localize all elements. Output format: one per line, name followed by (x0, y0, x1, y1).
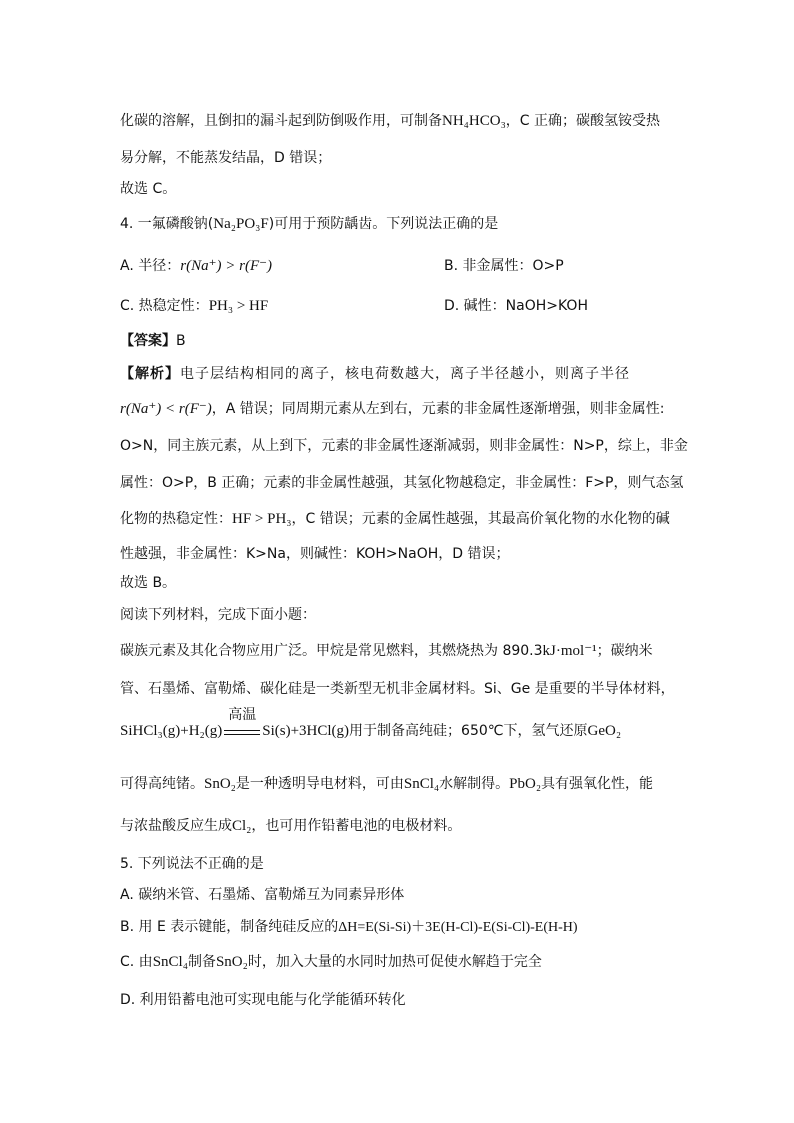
formula: PH₃ > HF (208, 298, 269, 314)
option-label: A. 半径： (120, 258, 181, 274)
equals-sign-icon (224, 730, 260, 735)
formula: r(Na⁺) > r(F⁻) (180, 258, 273, 274)
formula: GeO₂ (587, 723, 622, 739)
analysis-tag: 【解析】 (120, 366, 180, 382)
question-5-stem: 5. 下列说法不正确的是 (120, 856, 264, 872)
formula: SnCl₄ (152, 954, 188, 970)
text-segment: 用于制备高纯硅；650℃下，氢气还原 (349, 723, 588, 739)
option-b: B. 非金属性：O>P (444, 258, 564, 274)
answer-value: B (176, 333, 186, 349)
analysis-line: 属性：O>P，B 正确；元素的非金属性越强，其氢化物越稳定，非金属性：F>P，则气态氢 (120, 475, 684, 491)
text-segment: ，C 错误；元素的金属性越强，其最高价氧化物的水化物的碱 (291, 511, 670, 527)
formula: Na₂PO₃F (213, 216, 269, 232)
text-segment: 4. 一氟磷酸钠( (120, 216, 214, 232)
option-d: D. 碱性：NaOH>KOH (444, 298, 588, 314)
text-segment: 时，加入大量的水同时加热可促使水解趋于完全 (247, 954, 542, 970)
analysis-line: 性越强，非金属性：K>Na，则碱性：KOH>NaOH，D 错误； (120, 546, 510, 562)
reaction-condition: 高温 (228, 707, 257, 723)
option-a: A. 碳纳米管、石墨烯、富勒烯互为同素异形体 (120, 887, 405, 903)
text-segment: 电子层结构相同的离子，核电荷数越大，离子半径越小，则离子半径 (180, 366, 630, 382)
reaction-arrow (224, 707, 260, 740)
option-c (120, 295, 268, 315)
formula: Cl₂ (232, 818, 252, 834)
material-line (120, 640, 653, 660)
formula: PbO₂ (509, 776, 542, 792)
text-segment: 可得高纯锗。 (120, 776, 204, 792)
formula: ΔH=E(Si-Si)＋3E(H-Cl)-E(Si-Cl)-E(H-H) (338, 920, 578, 935)
formula: SnCl₄ (403, 776, 440, 792)
text-segment: 制备 (187, 954, 216, 970)
analysis-line (120, 398, 665, 418)
option-d: D. 利用铅蓄电池可实现电能与化学能循环转化 (120, 992, 406, 1008)
text-segment: 与浓盐酸反应生成 (120, 818, 232, 834)
answer-tag: 【答案】 (120, 333, 176, 349)
text-segment: 化碳的溶解，且倒扣的漏斗起到防倒吸作用，可制备 (120, 113, 442, 129)
option-c (120, 951, 542, 971)
text-line: 故选 C。 (120, 181, 177, 197)
option-a (120, 255, 272, 275)
text-segment: 水解制得。 (439, 776, 510, 792)
text-segment: 化物的热稳定性： (120, 511, 232, 527)
formula: SnO₂ (204, 776, 236, 792)
conclusion-line: 故选 B。 (120, 575, 177, 591)
option-b (120, 916, 578, 936)
text-line (120, 110, 660, 130)
material-line (120, 815, 461, 835)
option-label: C. 热稳定性： (120, 298, 209, 314)
material-line (120, 707, 622, 740)
text-segment: 是一种透明导电材料，可由 (235, 776, 404, 792)
formula: SiHCl₃(g)+H₂(g) (120, 723, 223, 739)
unit: kJ·mol⁻¹ (542, 643, 597, 659)
analysis-line (120, 363, 630, 383)
text-segment: ，A 错误；同周期元素从左到右，元素的非金属性逐渐增强，则非金属性: (211, 401, 665, 417)
text-segment: ；碳纳米 (596, 643, 653, 659)
material-line (120, 773, 653, 793)
analysis-line (120, 508, 670, 528)
formula: Si(s)+3HCl(g) (262, 723, 350, 739)
text-segment: B. 用 E 表示键能，制备纯硅反应的 (120, 919, 339, 935)
analysis-line: O>N，同主族元素，从上到下，元素的非金属性逐渐减弱，则非金属性：N>P，综上，非金 (120, 438, 688, 454)
formula: r(Na⁺) < r(F⁻) (120, 401, 212, 417)
text-line: 易分解，不能蒸发结晶，D 错误； (120, 150, 332, 166)
formula: HF > PH₃ (232, 511, 292, 527)
material-line: 管、石墨烯、富勒烯、碳化硅是一类新型无机非金属材料。Si、Ge 是重要的半导体材料， (120, 681, 675, 697)
answer-line (120, 330, 186, 350)
text-segment: 碳族元素及其化合物应用广泛。甲烷是常见燃料，其燃烧热为 890.3 (120, 643, 543, 659)
text-segment: ，也可用作铅蓄电池的电极材料。 (251, 818, 462, 834)
material-intro: 阅读下列材料，完成下面小题： (120, 607, 316, 623)
formula: SnO₂ (215, 954, 248, 970)
formula: NH₄HCO₃ (442, 113, 506, 129)
question-4-stem (120, 213, 498, 233)
text-segment: 具有强氧化性，能 (541, 776, 654, 792)
text-segment: )可用于预防龋齿。下列说法正确的是 (268, 216, 499, 232)
text-segment: C. 由 (120, 954, 153, 970)
text-segment: ，C 正确；碳酸氢铵受热 (505, 113, 661, 129)
